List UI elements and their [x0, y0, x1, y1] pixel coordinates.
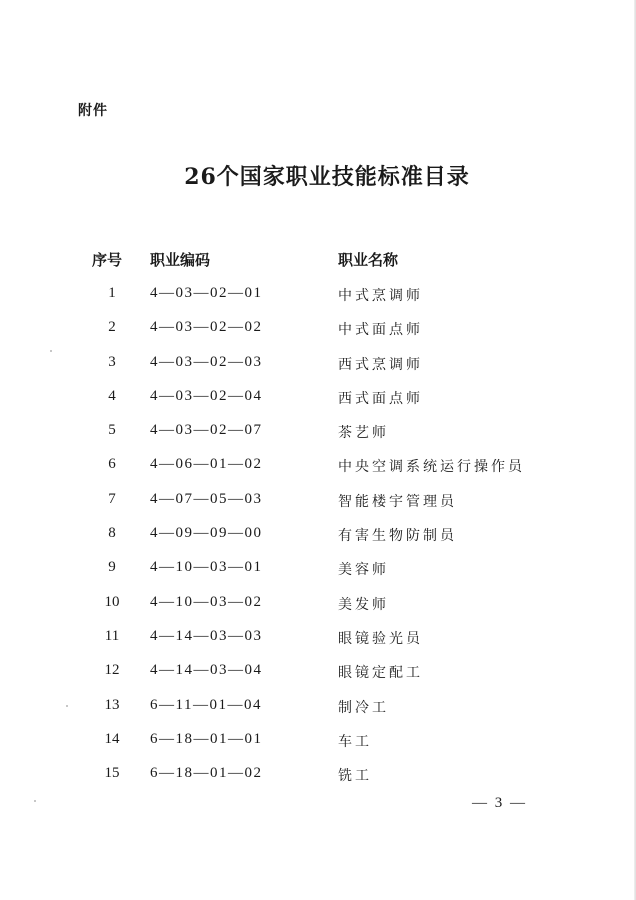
row-name: 中央空调系统运行操作员 [338, 459, 525, 476]
row-name: 智能楼宇管理员 [338, 493, 457, 510]
row-seq: 9 [108, 559, 116, 576]
header-seq: 序号 [92, 251, 123, 269]
row-seq: 8 [108, 525, 116, 542]
table-row [0, 594, 636, 628]
row-seq: 14 [104, 730, 120, 747]
row-name: 有害生物防制员 [338, 528, 457, 545]
row-code: 6—18—01—01 [150, 730, 263, 747]
row-code: 4—03—02—04 [150, 387, 263, 404]
row-seq: 5 [108, 422, 116, 439]
row-code: 4—14—03—04 [150, 662, 263, 679]
row-seq: 3 [108, 353, 116, 370]
table-row [0, 388, 636, 422]
scan-speck [34, 800, 36, 802]
row-name: 制冷工 [338, 699, 389, 716]
header-code: 职业编码 [150, 251, 211, 269]
row-name: 美发师 [338, 596, 389, 613]
page-number: — 3 — [472, 795, 527, 811]
row-seq: 11 [104, 627, 120, 644]
row-name: 茶艺师 [338, 425, 389, 442]
row-code: 4—10—03—02 [150, 593, 263, 610]
row-seq: 15 [104, 765, 120, 782]
row-name: 眼镜定配工 [338, 665, 423, 682]
row-name: 铣工 [338, 768, 372, 785]
table-row [0, 319, 636, 353]
row-code: 4—10—03—01 [150, 559, 263, 576]
table-row [0, 491, 636, 525]
table-row [0, 731, 636, 765]
row-code: 4—07—05—03 [150, 490, 263, 507]
table-row [0, 765, 636, 799]
table-body [0, 285, 636, 799]
table-row [0, 628, 636, 662]
row-code: 6—11—01—04 [150, 696, 262, 713]
row-name: 西式面点师 [338, 390, 423, 407]
row-code: 4—14—03—03 [150, 627, 263, 644]
table-header [0, 249, 636, 271]
row-name: 眼镜验光员 [338, 630, 423, 647]
header-name: 职业名称 [338, 251, 399, 269]
scan-speck [66, 705, 68, 707]
row-name: 车工 [338, 733, 372, 750]
row-seq: 13 [104, 696, 120, 713]
row-code: 4—03—02—07 [150, 422, 263, 439]
row-code: 4—09—09—00 [150, 525, 263, 542]
row-name: 中式烹调师 [338, 288, 423, 304]
table-row [0, 697, 636, 731]
row-seq: 6 [108, 456, 116, 473]
row-code: 4—03—02—01 [150, 285, 263, 301]
row-code: 4—03—02—02 [150, 319, 263, 336]
row-seq: 10 [104, 593, 120, 610]
row-seq: 1 [108, 285, 116, 301]
page-title [0, 160, 636, 191]
row-seq: 7 [108, 490, 116, 507]
table-row [0, 456, 636, 490]
row-seq: 12 [104, 662, 120, 679]
row-name: 中式面点师 [338, 322, 423, 339]
table-row [0, 559, 636, 593]
row-name: 西式烹调师 [338, 356, 423, 373]
table-row [0, 285, 636, 319]
row-seq: 4 [108, 387, 116, 404]
table-row [0, 354, 636, 388]
table-row [0, 525, 636, 559]
page-title-text: 26个国家职业技能标准目录 [184, 164, 470, 190]
table-row [0, 662, 636, 696]
row-name: 美容师 [338, 562, 389, 579]
scan-speck [50, 350, 52, 352]
table-row [0, 422, 636, 456]
row-code: 4—03—02—03 [150, 353, 263, 370]
row-seq: 2 [108, 319, 116, 336]
attachment-label: 附件 [78, 103, 108, 119]
row-code: 4—06—01—02 [150, 456, 263, 473]
row-code: 6—18—01—02 [150, 765, 263, 782]
